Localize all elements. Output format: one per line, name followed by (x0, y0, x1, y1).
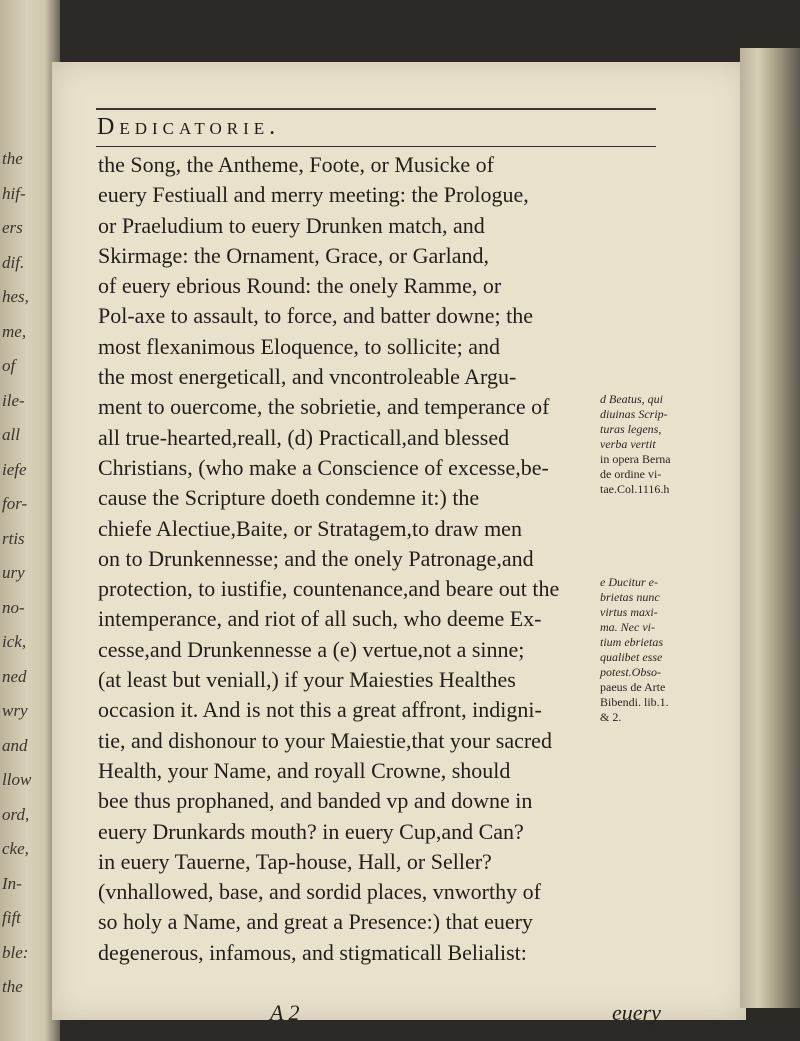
catchword: euery (612, 1000, 661, 1025)
margin-note-line: & 2. (600, 710, 622, 724)
left-edge-fragment: ick, (2, 632, 27, 651)
left-edge-fragment: for- (2, 494, 28, 513)
margin-note-line: tium ebrietas (600, 635, 663, 649)
signature-mark: A 2 (270, 1000, 300, 1025)
left-edge-fragment: me, (2, 321, 27, 341)
margin-note-line: Bibendi. lib.1. (600, 695, 669, 709)
left-edge-fragment: and (2, 735, 28, 755)
text-line: so holy a Name, and great a Presence:) that euery (98, 909, 533, 935)
running-header: Dedicatorie. (97, 114, 281, 140)
margin-note-e (600, 575, 700, 725)
margin-note-line: qualibet esse (600, 650, 663, 664)
text-line: in euery Tauerne, Tap-house, Hall, or Seller? (98, 848, 492, 874)
margin-note-line: verba vertit (600, 437, 656, 451)
text-line: or Praeludium to euery Drunken match, and (98, 212, 485, 238)
top-rule (96, 108, 656, 110)
margin-note-line: potest.Obso- (600, 665, 661, 679)
left-edge-fragment: hes, (2, 287, 29, 306)
text-line: all true-hearted,reall, (d) Practicall,and blessed (98, 424, 510, 450)
text-line: Skirmage: the Ornament, Grace, or Garland, (98, 242, 489, 268)
text-line: cause the Scripture doeth condemne it:) the (98, 485, 480, 511)
left-edge-fragment: hif- (2, 183, 26, 203)
left-edge-fragment: ned (2, 666, 27, 686)
left-edge-fragment: llow (2, 770, 32, 789)
left-edge-fragment: ile- (2, 390, 25, 410)
margin-notes (600, 392, 700, 803)
margin-note-line: e Ducitur e- (600, 575, 658, 589)
header-rule (96, 146, 656, 147)
left-edge-fragment: the (2, 149, 23, 168)
margin-note-line: ma. Nec vi- (600, 620, 655, 634)
text-line: occasion it. And is not this a great affront, indigni- (98, 697, 542, 723)
text-line: cesse,and Drunkennesse a (e) vertue,not a sinne; (98, 636, 525, 662)
left-edge-fragment: In- (2, 873, 22, 893)
text-line: the most energeticall, and vncontroleable Argu- (98, 364, 517, 390)
margin-note-line: diuinas Scrip- (600, 407, 668, 421)
margin-note-line: paeus de Arte (600, 680, 666, 694)
margin-note-line: brietas nunc (600, 590, 660, 604)
left-edge-fragment: rtis (2, 528, 25, 548)
left-edge-fragment: ury (2, 563, 25, 582)
left-edge-fragment: fift (2, 908, 21, 927)
left-edge-fragment: all (2, 425, 20, 444)
left-edge-fragment: dif. (2, 252, 25, 272)
text-line: chiefe Alectiue,Baite, or Stratagem,to draw men (98, 515, 522, 541)
text-line: ment to ouercome, the sobrietie, and temperance of (98, 394, 550, 420)
left-edge-fragment: ord, (2, 804, 30, 824)
left-edge-fragment: no- (2, 597, 25, 617)
left-edge-fragment: of (2, 356, 16, 375)
margin-note-line: turas legens, (600, 422, 662, 436)
text-line: on to Drunkennesse; and the onely Patronage,and (98, 545, 534, 571)
text-line: euery Drunkards mouth? in euery Cup,and Can? (98, 818, 524, 844)
left-edge-fragment: the (2, 977, 23, 996)
margin-note-d (600, 392, 700, 497)
right-page-edge (740, 48, 800, 1008)
text-line: Christians, (who make a Conscience of excesse,be- (98, 454, 549, 480)
text-line: most flexanimous Eloquence, to sollicite; and (98, 333, 501, 359)
left-edge-fragment: ers (2, 218, 23, 237)
text-line: (vnhallowed, base, and sordid places, vnworthy of (98, 879, 541, 905)
text-line: (at least but veniall,) if your Maiesties Healthes (98, 667, 516, 693)
text-line: tie, and dishonour to your Maiestie,that your sacred (98, 727, 552, 753)
margin-note-line: virtus maxi- (600, 605, 658, 619)
margin-note-line: de ordine vi- (600, 467, 662, 481)
text-line: intemperance, and riot of all such, who deeme Ex- (98, 606, 542, 632)
left-edge-fragment: iefe (2, 459, 27, 479)
margin-note-line: d Beatus, qui (600, 392, 663, 406)
left-edge-fragment: wry (2, 701, 28, 720)
margin-note-line: tae.Col.1116.h (600, 482, 670, 496)
text-line: protection, to iustifie, countenance,and beare out the (98, 576, 560, 602)
text-line: bee thus prophaned, and banded vp and downe in (98, 788, 533, 814)
text-line: degenerous, infamous, and stigmaticall Belialist: (98, 939, 527, 965)
body-text (98, 150, 658, 968)
text-line: of euery ebrious Round: the onely Ramme, or (98, 273, 502, 299)
margin-note-line: in opera Berna (600, 452, 671, 466)
left-edge-fragment: cke, (2, 839, 29, 858)
left-edge-fragment: ble: (2, 942, 29, 962)
text-line: euery Festiuall and merry meeting: the Prologue, (98, 182, 529, 208)
left-page-edge (0, 0, 60, 1041)
text-line: Pol-axe to assault, to force, and batter downe; the (98, 303, 533, 329)
text-line: the Song, the Antheme, Foote, or Musicke of (98, 152, 494, 177)
text-line: Health, your Name, and royall Crowne, should (98, 757, 511, 783)
